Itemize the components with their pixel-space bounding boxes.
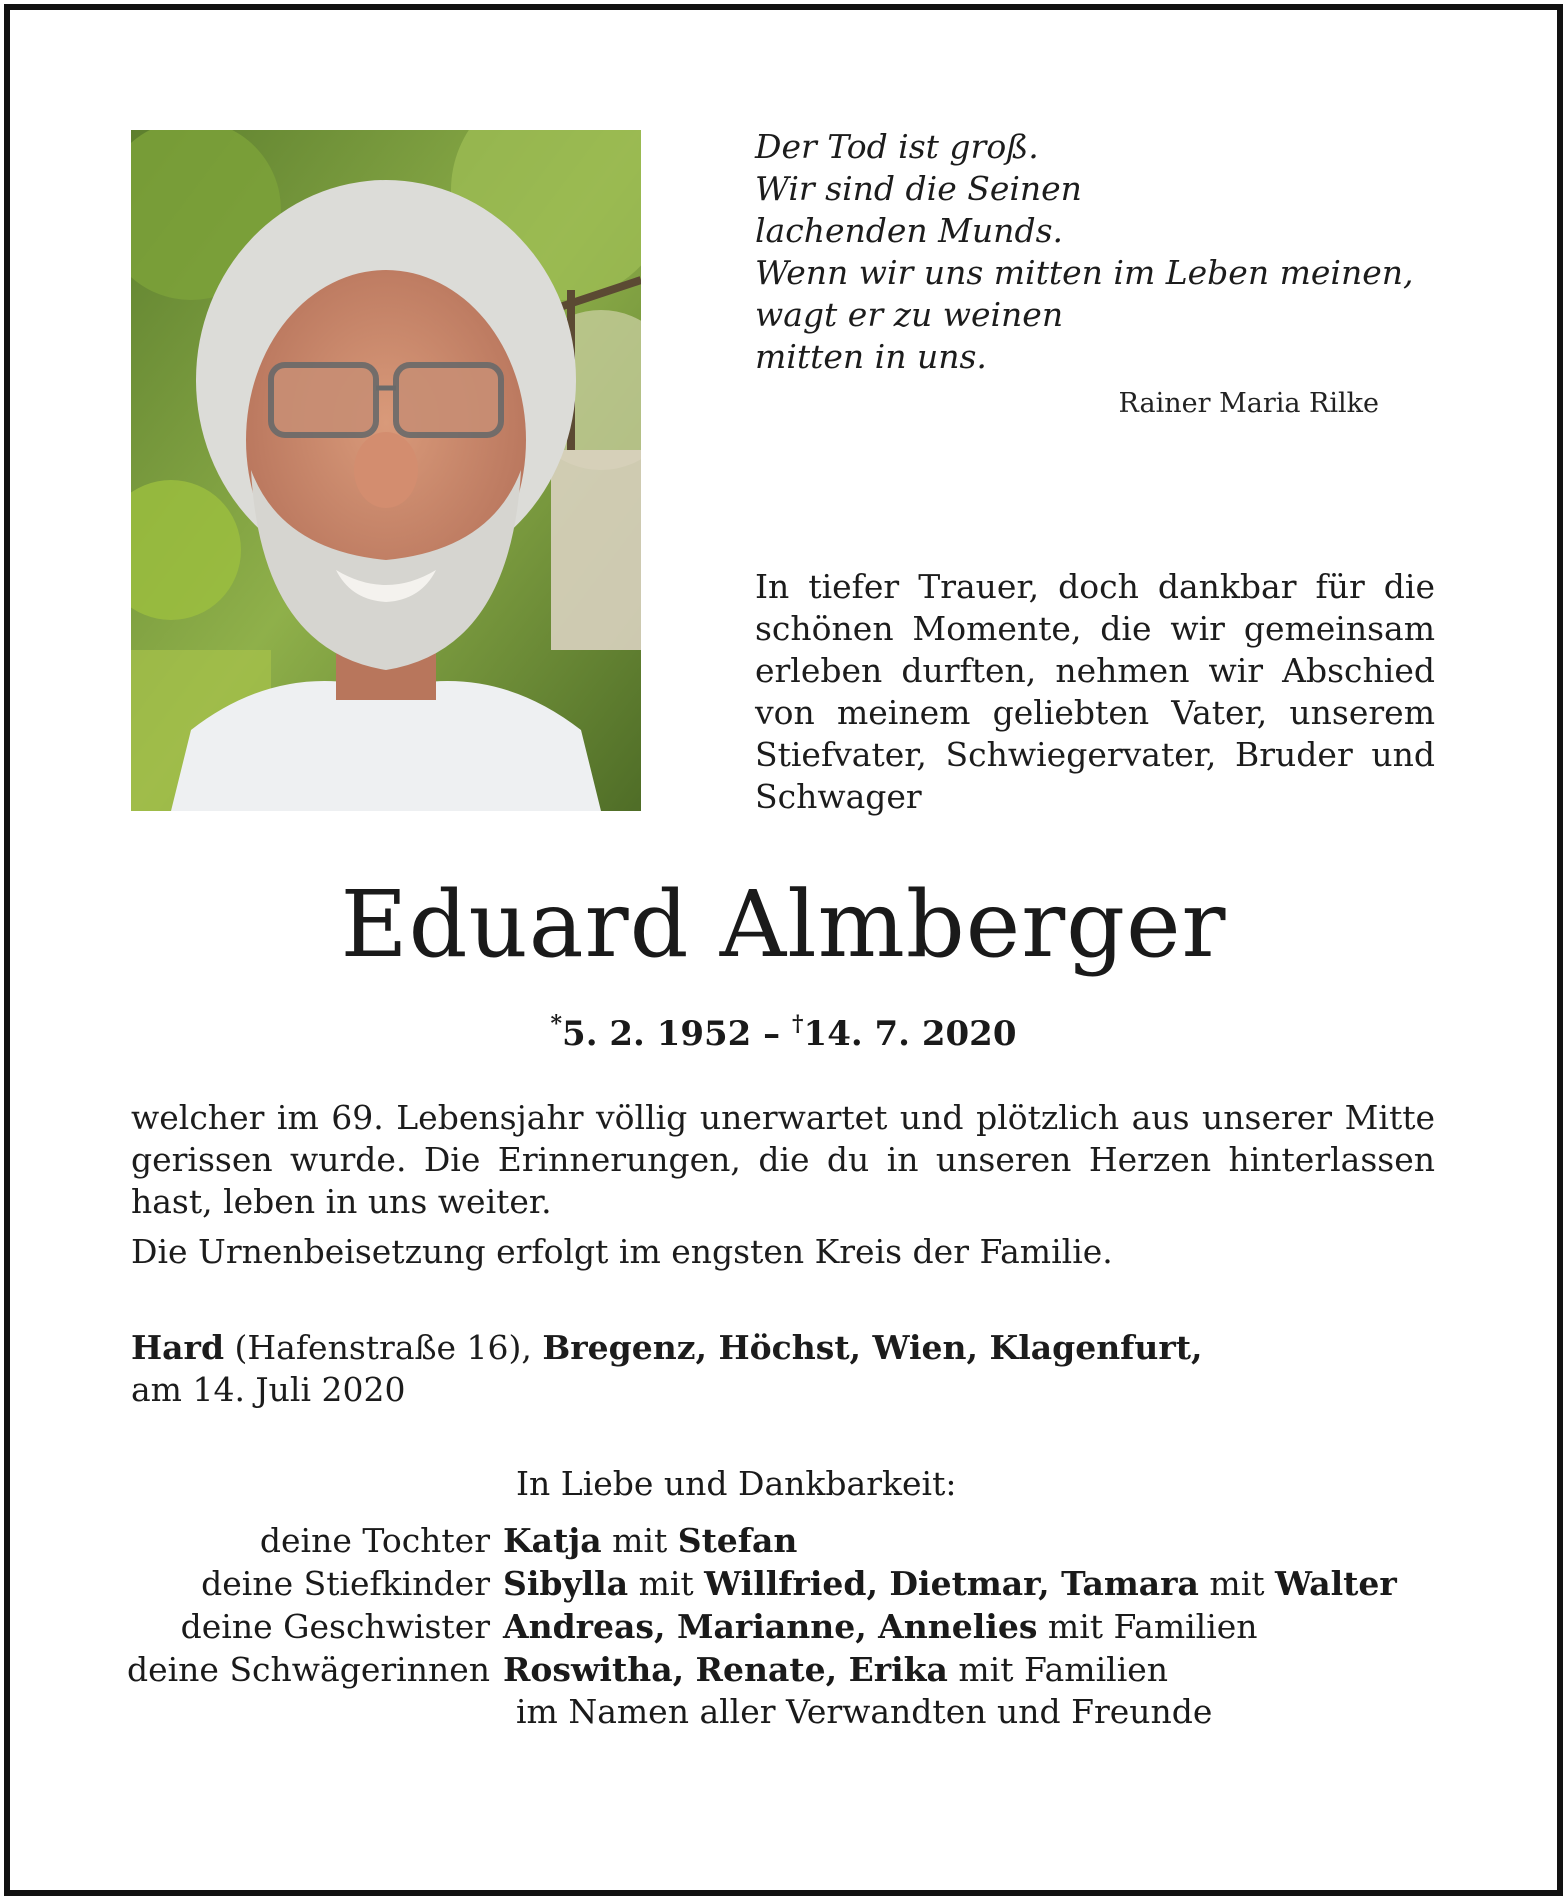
signer-names — [503, 1519, 1567, 1562]
date-dash: – — [751, 1014, 793, 1054]
signature-heading: In Liebe und Dankbarkeit: — [516, 1464, 957, 1503]
portrait-photo — [131, 130, 641, 811]
life-dates — [0, 1003, 1567, 1055]
signer-names — [503, 1605, 1567, 1648]
signer-row — [0, 1519, 1567, 1562]
signer-list — [0, 1519, 1567, 1691]
signer-connector: mit Familien — [947, 1650, 1169, 1689]
poem-line: wagt er zu weinen — [755, 295, 1064, 334]
signer-names — [503, 1562, 1567, 1605]
place-address: (Hafenstraße 16), — [224, 1328, 543, 1367]
signer-row — [0, 1605, 1567, 1648]
place-date: am 14. Juli 2020 — [131, 1370, 406, 1409]
birth-symbol: * — [550, 1011, 563, 1037]
portrait-illustration — [131, 130, 641, 811]
place-and-date — [131, 1327, 1435, 1411]
signer-name: Walter — [1275, 1564, 1397, 1603]
signer-role: deine Tochter — [259, 1521, 490, 1560]
death-date: 14. 7. 2020 — [803, 1014, 1017, 1054]
signer-connector: mit — [628, 1564, 705, 1603]
poem-line: Wir sind die Seinen — [755, 169, 1082, 208]
place-other-towns: Bregenz, Höchst, Wien, Klagenfurt, — [542, 1328, 1203, 1367]
signer-connector: mit — [601, 1521, 678, 1560]
poem-line: Wenn wir uns mitten im Leben meinen, — [755, 253, 1414, 292]
poem-line: lachenden Munds. — [755, 211, 1063, 250]
deceased-name: Eduard Almberger — [340, 871, 1227, 978]
birth-date: 5. 2. 1952 — [562, 1014, 752, 1054]
signer-role: deine Geschwister — [180, 1607, 490, 1646]
signer-name: Roswitha, Renate, Erika — [503, 1650, 948, 1689]
place-town: Hard — [131, 1328, 225, 1367]
death-symbol: † — [792, 1011, 804, 1037]
signer-name: Katja — [503, 1521, 602, 1560]
body-paragraph: welcher im 69. Lebensjahr völlig unerwartet und plötzlich aus unserer Mitte gerissen wurde. Die Erinnerungen, die du in unseren Herzen hinterlassen hast, leben in uns weiter. — [131, 1098, 1435, 1221]
poem-author: Rainer Maria Rilke — [1118, 388, 1379, 419]
signer-name: Stefan — [677, 1521, 798, 1560]
signer-names — [503, 1648, 1567, 1691]
signer-name: Sibylla — [503, 1564, 629, 1603]
signer-row — [0, 1562, 1567, 1605]
poem-line: Der Tod ist groß. — [755, 127, 1039, 166]
intro-text: In tiefer Trauer, doch dankbar für die schönen Momente, die wir gemeinsam erleben durften, nehmen wir Abschied von meinem geliebten Vater, unserem Stiefvater, Schwiegervater, Bruder und Schwager — [755, 567, 1435, 816]
burial-note: Die Urnenbeisetzung erfolgt im engsten Kreis der Familie. — [131, 1232, 1113, 1271]
signer-role: deine Schwägerinnen — [126, 1650, 490, 1689]
signer-row — [0, 1648, 1567, 1691]
place-line — [131, 1327, 1435, 1369]
signer-name: Willfried, Dietmar, Tamara — [704, 1564, 1199, 1603]
body-text — [131, 1097, 1435, 1273]
signer-connector: mit Familien — [1037, 1607, 1258, 1646]
poem-line: mitten in uns. — [755, 337, 987, 376]
signer-name: Andreas, Marianne, Annelies — [503, 1607, 1038, 1646]
signer-role: deine Stiefkinder — [201, 1564, 490, 1603]
signature-closing: im Namen aller Verwandten und Freunde — [516, 1692, 1213, 1731]
signer-connector: mit — [1198, 1564, 1276, 1603]
poem — [755, 126, 1414, 378]
